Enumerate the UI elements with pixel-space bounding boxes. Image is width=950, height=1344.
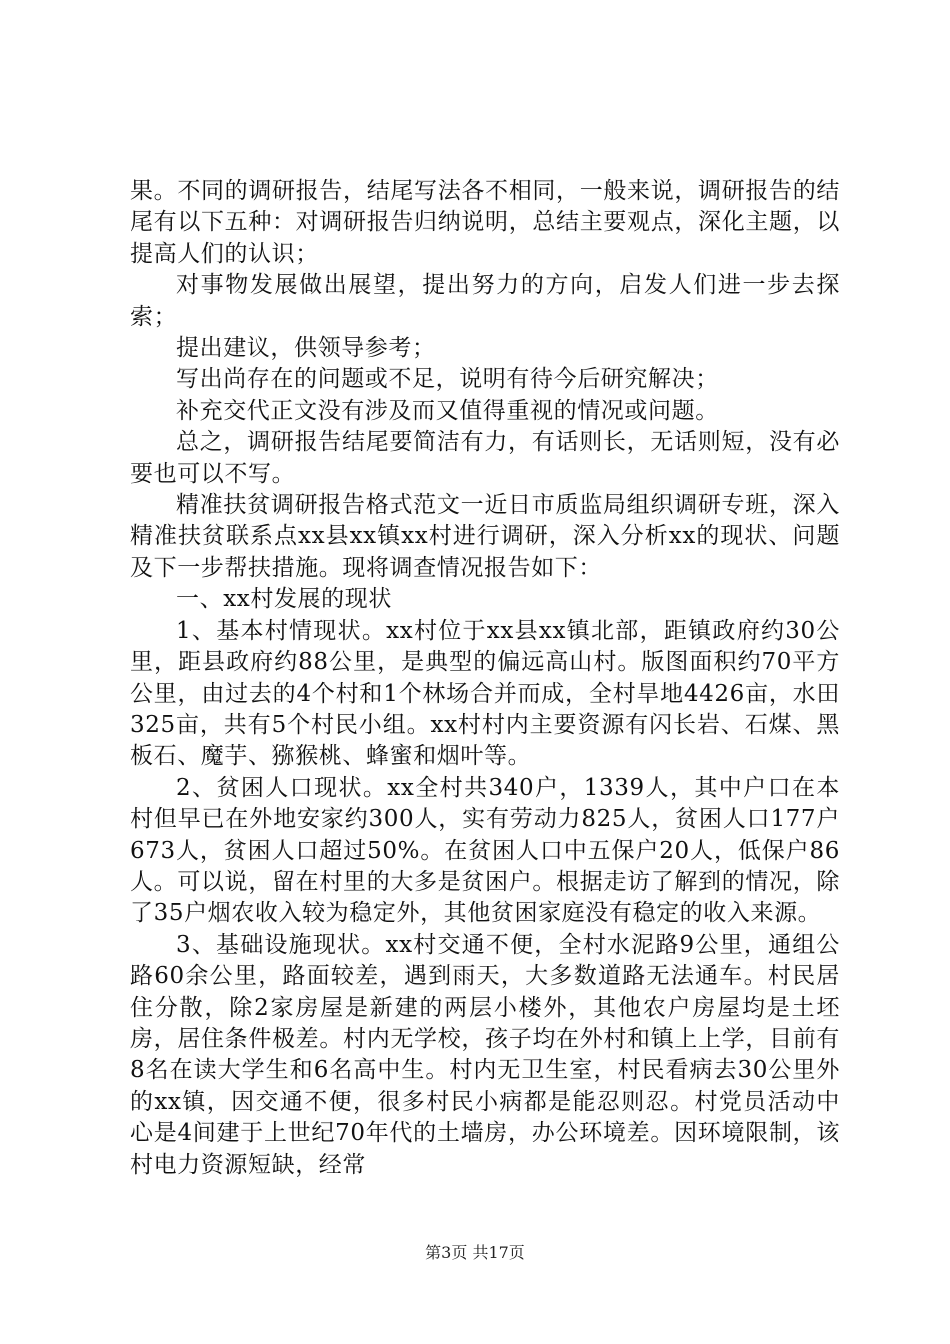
page-number: 第3页 共17页 [425, 1243, 525, 1262]
paragraph-outlook: 对事物发展做出展望，提出努力的方向，启发人们进一步去探索； [130, 272, 840, 330]
paragraph-continuation: 果。不同的调研报告，结尾写法各不相同，一般来说，调研报告的结尾有以下五种：对调研报告归纳说明，总结主要观点，深化主题，以提高人们的认识； [130, 178, 840, 267]
paragraph-supplement: 补充交代正文没有涉及而又值得重视的情况或问题。 [176, 397, 719, 424]
paragraph-suggestion: 提出建议，供领导参考； [176, 335, 436, 362]
paragraph-summary: 总之，调研报告结尾要简洁有力，有话则长，无话则短，没有必要也可以不写。 [130, 429, 840, 487]
paragraph-report-intro: 精准扶贫调研报告格式范文一近日市质监局组织调研专班，深入精准扶贫联系点xx县xx镇xx村进行调研，深入分析xx的现状、问题及下一步帮扶措施。现将调查情况报告如下： [130, 492, 840, 581]
paragraph-problems: 写出尚存在的问题或不足，说明有待今后研究解决； [176, 366, 719, 393]
section-heading: 一、xx村发展的现状 [176, 586, 392, 613]
paragraph-poverty-status: 2、贫困人口现状。xx全村共340户，1339人，其中户口在本村但早已在外地安家约300人，实有劳动力825人，贫困人口177户673人，贫困人口超过50%。在贫困人口中五保户20人，低保户86人。可以说，留在村里的大多是贫困户。根据走访了解到的情况，除了35户烟农收入较为稳定外，其他贫困家庭没有稳定的收入来源。 [130, 774, 840, 927]
paragraph-village-status: 1、基本村情现状。xx村位于xx县xx镇北部，距镇政府约30公里，距县政府约88公里，是典型的偏远高山村。版图面积约70平方公里，由过去的4个村和1个林场合并而成，全村旱地4426亩，水田325亩，共有5个村民小组。xx村村内主要资源有闪长岩、石煤、黑板石、魔芋、猕猴桃、蜂蜜和烟叶等。 [130, 617, 840, 770]
paragraph-infrastructure-status: 3、基础设施现状。xx村交通不便，全村水泥路9公里，通组公路60余公里，路面较差，遇到雨天，大多数道路无法通车。村民居住分散，除2家房屋是新建的两层小楼外，其他农户房屋均是土坯房，居住条件极差。村内无学校，孩子均在外村和镇上上学，目前有8名在读大学生和6名高中生。村内无卫生室，村民看病去30公里外的xx镇，因交通不便，很多村民小病都是能忍则忍。村党员活动中心是4间建于上世纪70年代的土墙房，办公环境差。因环境限制，该村电力资源短缺，经常 [130, 931, 840, 1178]
document-body [130, 176, 840, 1181]
